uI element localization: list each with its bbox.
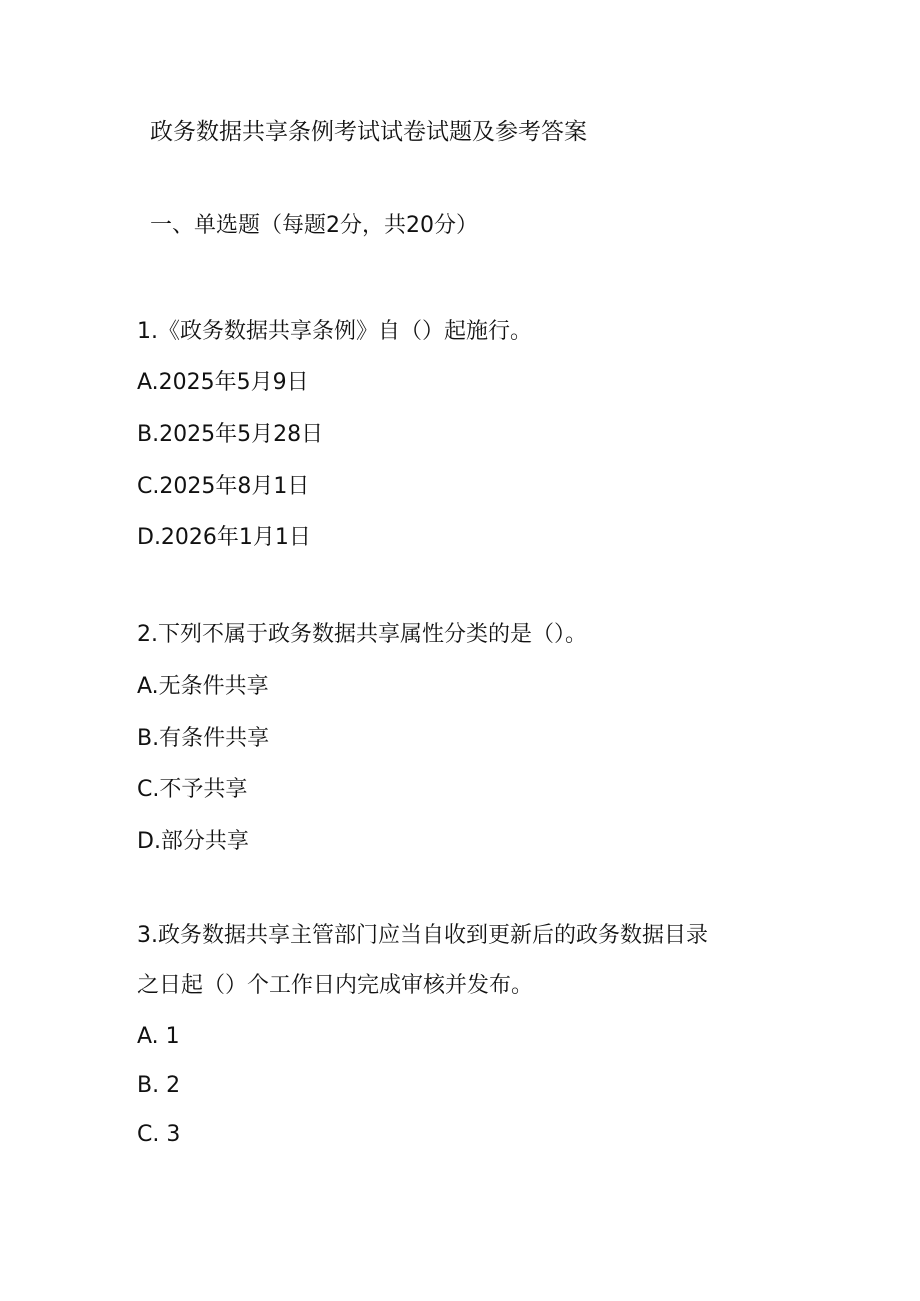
question-stem: 1.《政务数据共享条例》自（）起施行。: [137, 319, 532, 344]
option-c: C.2025年8月1日: [137, 474, 310, 499]
section-heading: 一、单选题（每题2分，共20分）: [150, 213, 478, 238]
option-d: D.部分共享: [137, 829, 249, 854]
question-stem: 2.下列不属于政务数据共享属性分类的是（）。: [137, 622, 587, 647]
option-a: A. 1: [137, 1024, 180, 1049]
option-d: D.2026年1月1日: [137, 525, 311, 550]
option-a: A.2025年5月9日: [137, 370, 309, 395]
option-b: B.有条件共享: [137, 726, 270, 751]
option-b: B. 2: [137, 1073, 181, 1098]
question-stem-line-1: 3.政务数据共享主管部门应当自收到更新后的政务数据目录: [137, 923, 708, 948]
option-b: B.2025年5月28日: [137, 422, 324, 447]
option-c: C.不予共享: [137, 777, 248, 802]
page-title: 政务数据共享条例考试试卷试题及参考答案: [150, 119, 587, 145]
option-c: C. 3: [137, 1122, 181, 1147]
question-stem-line-2: 之日起（）个工作日内完成审核并发布。: [137, 973, 534, 998]
option-a: A.无条件共享: [137, 674, 269, 699]
